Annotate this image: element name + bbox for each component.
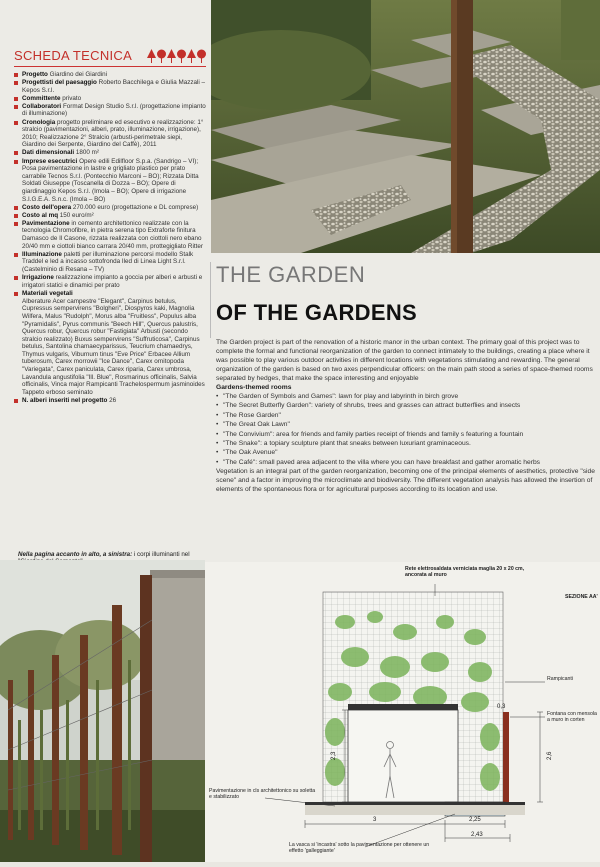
article-closing: Vegetation is an integral part of the garden reorganization, becoming one of the principal elements of aesthetics, protective "side scene" and a factor in improving the microclimate and biodiversity. The different vegetation analysis has allowed the insertion of elements of the spontaneous flora or for agricultural purposes according to its location and use. <box>216 468 595 494</box>
tree-icon <box>197 49 206 63</box>
sheet-item: Collaboratori Format Design Studio S.r.l. (progettazione impianto di illuminazione) <box>14 103 206 118</box>
dim-width-3: 2,43 <box>471 832 483 838</box>
sheet-item: Dati dimensionali 1800 m² <box>14 149 206 157</box>
tree-icons <box>147 49 206 63</box>
room-item: • "The Rose Garden" <box>216 411 600 420</box>
article-title-line1: THE GARDEN <box>216 262 366 287</box>
tree-icon <box>177 49 186 63</box>
sheet-item: Costo dell'opera 270.000 euro (progettazione e DL comprese) <box>14 204 206 212</box>
caption: Nella pagina accanto in alto, a sinistra: i corpi illuminanti nel <box>18 551 190 558</box>
tree-icon <box>157 49 166 63</box>
sheet-item: Materiali vegetali <box>14 290 206 298</box>
room-item: • "The Snake": a topiary sculpture plant that sneaks between luxuriant graminaceous. <box>216 439 600 448</box>
room-item: • "The Café": small paved area adjacent to the villa where you can have breakfast and gather aromatic herbs <box>216 458 600 467</box>
tree-icon <box>147 49 156 63</box>
label-fountain: Fontana con mensola a muro in corten <box>547 711 597 723</box>
room-item: • "The Convivium": area for friends and family parties receipt of friends and family s featuring a fountain <box>216 430 600 439</box>
sheet-item: Committente privato <box>14 95 206 103</box>
room-item: • "The Great Oak Lawn" <box>216 420 600 429</box>
technical-sheet-list <box>14 71 206 405</box>
convivium-section-drawing <box>205 562 600 862</box>
title-rule <box>210 262 211 338</box>
tree-icon <box>187 49 196 63</box>
rooms-subtitle: Gardens-themed rooms <box>216 384 292 391</box>
label-basin: La vasca si 'incastra' sotto la pavimentazione per ottenere un effetto 'galleggiante' <box>289 842 430 854</box>
sheet-item: Progettisti del paesaggio Roberto Bacchilega e Giulia Mazzali – Kepos S.r.l. <box>14 79 206 94</box>
sheet-item: Pavimentazione in cemento architettonico realizzate con la tecnologia Chromofibre, in pietra serena tipo Extraforte finitura Damasco de Il Casone, rizzata realizzata con ciottoli nero ebano 20/40 mm e ciottoli bianco carrara 20/40 mm, prottegigliato Ritter <box>14 220 206 250</box>
room-item: • "The Secret Butterfly Garden": variety of shrubs, trees and grasses can attract butterflies and insects <box>216 401 600 410</box>
article-body <box>216 338 600 494</box>
label-climbers: Rampicanti <box>547 676 573 682</box>
dim-width-1: 3 <box>373 817 377 823</box>
label-paving: Pavimentazione in cls architettonico su soletta e stabilizzato <box>209 788 316 800</box>
dim-width-2: 2,25 <box>469 817 481 823</box>
label-section: SEZIONE AA' <box>565 594 598 600</box>
sheet-item: Cronologia progetto preliminare ed esecutivo e realizzazione: 1° stralcio (pavimentazioni, alberi, prato, illuminazione, irrigazione), 2010; Realizzazione 2° Stralcio (arbusti-perimetrale siepi, Giardino dei Serpente, Giardino del Caffè), 2011 <box>14 119 206 149</box>
technical-sheet-title: SCHEDA TECNICA <box>14 48 133 63</box>
dim-height-fountain: 2,6 <box>547 751 553 760</box>
dim-height-opening: 2,3 <box>331 751 337 760</box>
article-intro: The Garden project is part of the renovation of a historic manor in the urban context. The primary goal of this project was to complete the formal and functional reorganization of the garden to connect intimately to the buildings, creating a place where it was possible to play various outdoor activities in different locations with vegetations stimulating and rewarding. The general organization of the garden is based on two axes perpendicular officers: on the main path stood a series of space-themed rooms separated by hedges, that make the space interesting and enjoyable <box>216 339 593 382</box>
dim-lintel: 0,3 <box>497 704 506 710</box>
serpent-garden-photo <box>0 560 205 862</box>
sheet-item: Irrigazione realizzazione impianto a goccia per alberi e arbusti e irrigatori statici e dinamici per prato <box>14 274 206 289</box>
room-item: • "The Oak Avenue" <box>216 448 600 457</box>
technical-sheet-header <box>14 48 206 67</box>
sheet-item: Imprese esecutrici Opere edili Edilfloor S.p.a. (Sandrigo – VI); Posa pavimentazione in lastre e grigliato plastico per prato carrabile Tecnos S.r.l. (Pontecchio Marconi – BO); Rizzata Ditta Soldati Giuseppe (Toscanella di Dozza – BO); Opere di giardinaggio Kepos S.r.l. (Imola – BO); Opere di irrigazione S.I.G.E.A. S.n.c. (Imola – BO) <box>14 158 206 204</box>
tree-icon <box>167 49 176 63</box>
label-mesh: Rete elettrosaldata verniciata maglia 20 x 20 cm, ancorata al muro <box>405 566 525 578</box>
sheet-item-trees-count: N. alberi inseriti nel progetto 26 <box>14 397 206 405</box>
technical-sheet <box>14 48 206 405</box>
room-item: • "The Garden of Symbols and Games": lawn for play and labyrinth in birch grove <box>216 392 600 401</box>
sheet-item: Progetto Giardino dei Giardini <box>14 71 206 79</box>
garden-path-photo <box>211 0 600 253</box>
sheet-item-vegetation: Alberature Acer campestre "Elegant", Carpinus betulus, Cupressus sempervirens "Bolgheri", Diospyros kaki, Magnolia Wilfera, Malus "Rudolph", Morus alba "Fruitless", Populus alba "Pyramidalis", Pyrus communis "Beech Hill", Quercus palustris, Quercus robur, Quercus robur "Fastigiata" Arbusti (secondo stralcio realizzato) Buxus sempervirens "Suffruticosa", Carpinus betulus, Santolina chamaecyparissus, Teucrium chamaedrys, Thymus vulgaris, Viburnum tinus "Eve Price" Erbacee Allium tuberosum, Carex morrowii "Ice Dance", Carex ornitopoda "Variegata", Carex paniculata, Carex riparia, Carex umbrosa, Lavandula angustifolia "Ill. Blue", Rosmarinus officinalis, Salvia officinalis, Vinca major Rampicanti Trachelospermum jasminoides Tappeto erboso seminato <box>22 297 205 396</box>
sheet-item: Illuminazione paletti per illuminazione percorsi modello Stalk Traddel e led a incasso sottofronda Iled di Linea Light S.r.l. (Castelminio di Resana – TV) <box>14 251 206 274</box>
article-title-line2: OF THE GARDENS <box>216 300 417 325</box>
rooms-list <box>216 392 600 467</box>
sheet-item: Costo al mq 150 euro/m² <box>14 212 206 220</box>
